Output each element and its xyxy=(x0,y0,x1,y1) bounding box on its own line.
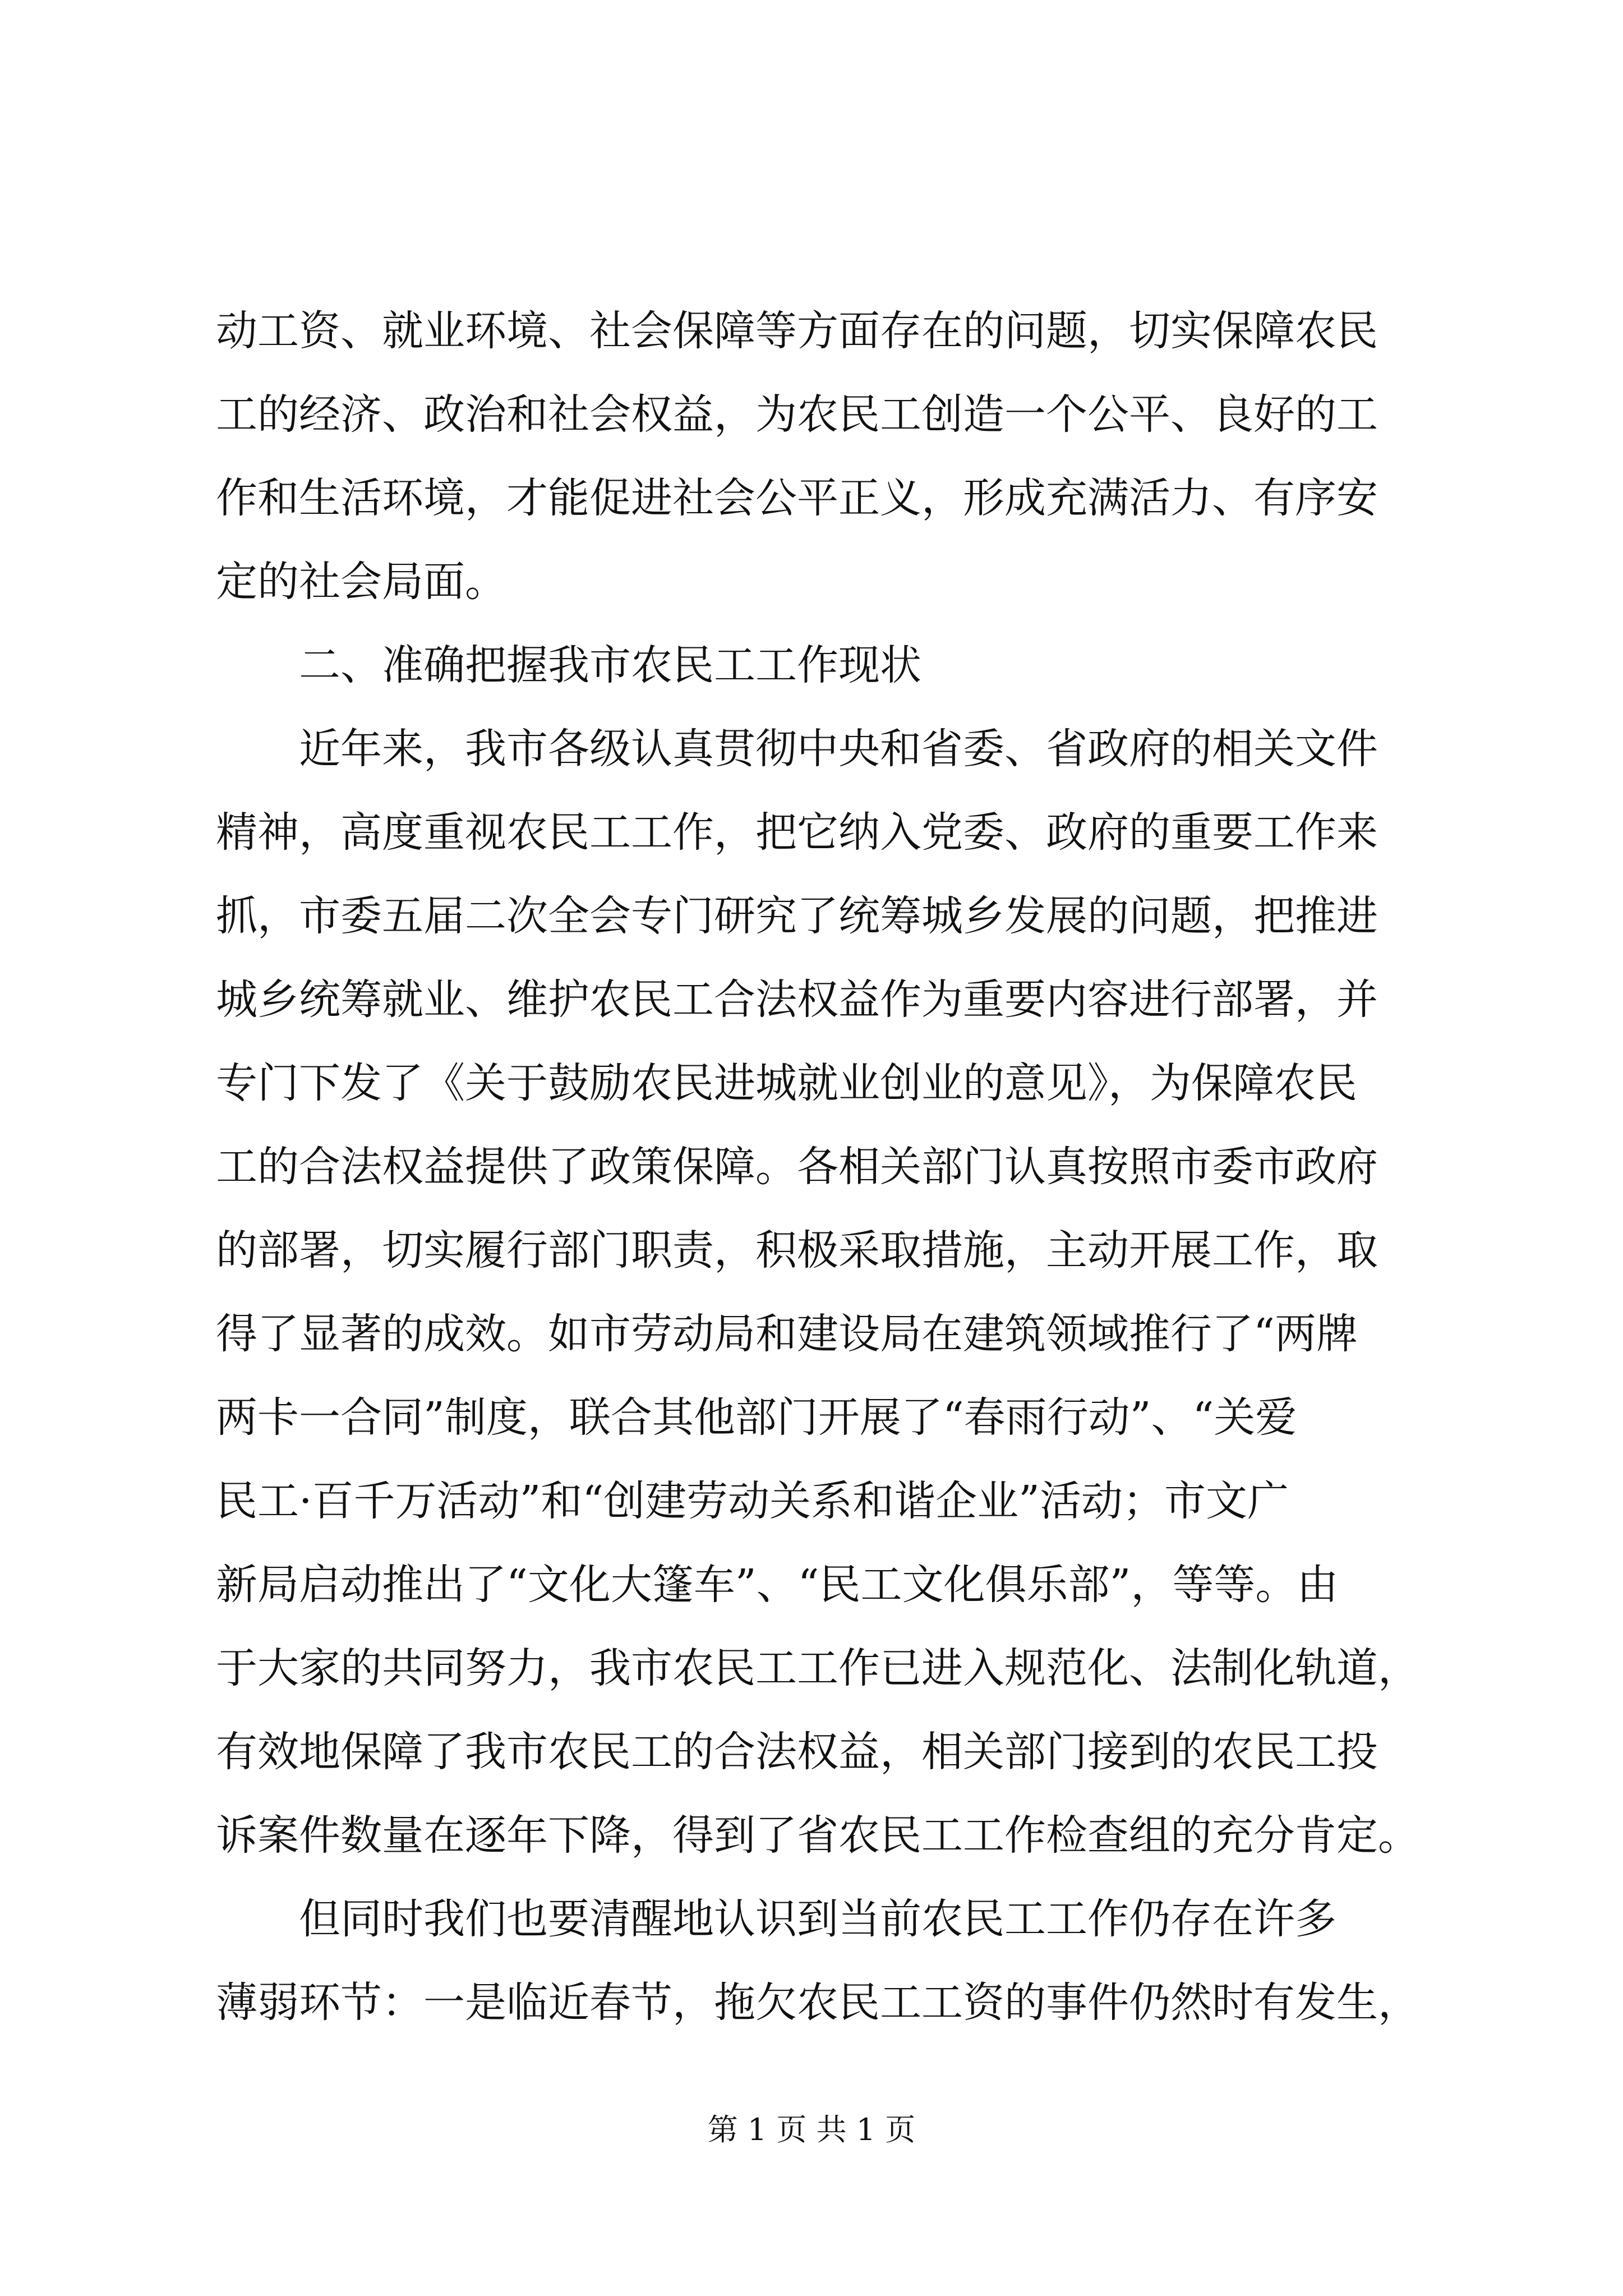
paragraph-line: 民工·百千万活动”和“创建劳动关系和谐企业”活动；市文广 xyxy=(216,1477,1289,1525)
paragraph-line: 专门下发了《关于鼓励农民进城就业创业的意见》，为保障农民 xyxy=(216,1059,1357,1107)
paragraph-first-line: 二、准确把握我市农民工工作现状 xyxy=(299,641,921,689)
paragraph-first-line: 但同时我们也要清醒地认识到当前农民工工作仍存在许多 xyxy=(299,1895,1336,1943)
paragraph-line: 工的经济、政治和社会权益，为农民工创造一个公平、良好的工 xyxy=(216,390,1378,439)
paragraph-line: 抓，市委五届二次全会专门研究了统筹城乡发展的问题，把推进 xyxy=(216,892,1378,940)
paragraph-line: 有效地保障了我市农民工的合法权益，相关部门接到的农民工投 xyxy=(216,1728,1378,1776)
paragraph-line: 作和生活环境，才能促进社会公平正义，形成充满活力、有序安 xyxy=(216,474,1378,522)
paragraph-line: 薄弱环节：一是临近春节，拖欠农民工工资的事件仍然时有发生， xyxy=(216,1978,1419,2027)
paragraph-line: 得了显著的成效。如市劳动局和建设局在建筑领域推行了“两牌 xyxy=(216,1310,1358,1358)
paragraph-line: 城乡统筹就业、维护农民工合法权益作为重要内容进行部署，并 xyxy=(216,976,1378,1024)
paragraph-line: 精神，高度重视农民工工作，把它纳入党委、政府的重要工作来 xyxy=(216,808,1378,857)
paragraph-line: 于大家的共同努力，我市农民工工作已进入规范化、法制化轨道， xyxy=(216,1644,1419,1692)
page-footer: 第 1 页 共 1 页 xyxy=(707,2112,916,2147)
document-body xyxy=(216,297,1422,2053)
paragraph-line: 定的社会局面。 xyxy=(216,558,506,606)
paragraph-line: 的部署，切实履行部门职责，积极采取措施，主动开展工作，取 xyxy=(216,1226,1378,1274)
paragraph-line: 诉案件数量在逐年下降，得到了省农民工工作检查组的充分肯定。 xyxy=(216,1811,1419,1860)
paragraph-line: 新局启动推出了“文化大篷车”、“民工文化俱乐部”，等等。由 xyxy=(216,1561,1339,1609)
paragraph-line: 工的合法权益提供了政策保障。各相关部门认真按照市委市政府 xyxy=(216,1143,1378,1191)
paragraph-line: 两卡一合同”制度，联合其他部门开展了“春雨行动”、“关爱 xyxy=(216,1393,1297,1442)
paragraph-line: 动工资、就业环境、社会保障等方面存在的问题，切实保障农民 xyxy=(216,307,1378,355)
paragraph-first-line: 近年来，我市各级认真贯彻中央和省委、省政府的相关文件 xyxy=(299,725,1378,773)
